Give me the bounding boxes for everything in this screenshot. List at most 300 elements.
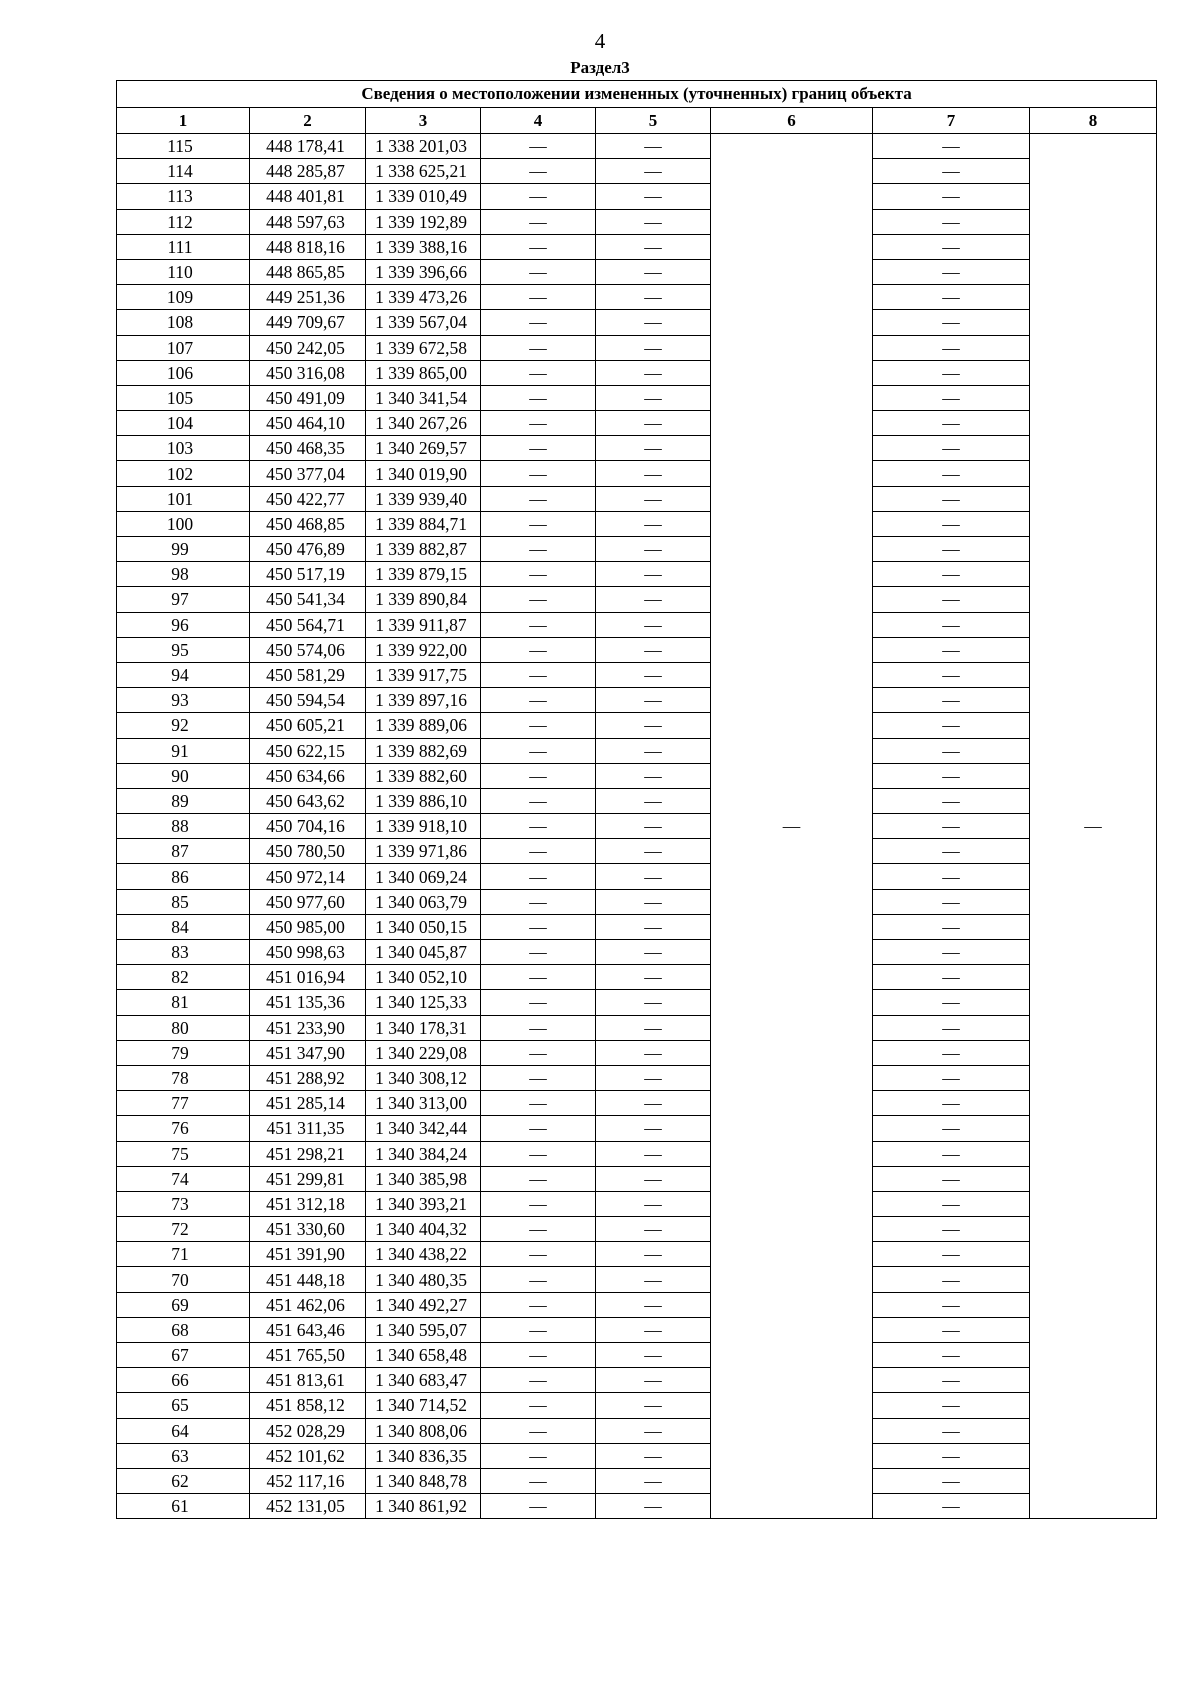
- column-5-cell: —: [596, 612, 711, 637]
- y-coordinate-cell: 1 340 267,26: [366, 411, 481, 436]
- table-row: [117, 1368, 1157, 1393]
- column-5-cell: —: [596, 486, 711, 511]
- column-7-cell: —: [873, 411, 1030, 436]
- column-7-cell: —: [873, 965, 1030, 990]
- column-7-cell: —: [873, 990, 1030, 1015]
- column-4-cell: —: [481, 763, 596, 788]
- x-coordinate-cell: 450 605,21: [250, 713, 366, 738]
- column-4-cell: —: [481, 688, 596, 713]
- y-coordinate-cell: 1 340 063,79: [366, 889, 481, 914]
- column-5-cell: —: [596, 814, 711, 839]
- table-row: [117, 1494, 1157, 1519]
- column-4-cell: —: [481, 1317, 596, 1342]
- column-7-cell: —: [873, 335, 1030, 360]
- point-number-cell: 108: [117, 310, 250, 335]
- table-row: [117, 990, 1157, 1015]
- y-coordinate-cell: 1 339 884,71: [366, 511, 481, 536]
- column-7-cell: —: [873, 1116, 1030, 1141]
- column-5-cell: —: [596, 662, 711, 687]
- column-5-cell: —: [596, 738, 711, 763]
- column-7-cell: —: [873, 889, 1030, 914]
- y-coordinate-cell: 1 339 897,16: [366, 688, 481, 713]
- column-4-cell: —: [481, 436, 596, 461]
- column-4-cell: —: [481, 713, 596, 738]
- y-coordinate-cell: 1 339 882,60: [366, 763, 481, 788]
- column-5-cell: —: [596, 914, 711, 939]
- table-row: [117, 360, 1157, 385]
- column-5-cell: —: [596, 1166, 711, 1191]
- point-number-cell: 69: [117, 1292, 250, 1317]
- x-coordinate-cell: 450 541,34: [250, 587, 366, 612]
- table-row: [117, 965, 1157, 990]
- column-5-cell: —: [596, 360, 711, 385]
- y-coordinate-cell: 1 339 192,89: [366, 209, 481, 234]
- y-coordinate-cell: 1 340 308,12: [366, 1065, 481, 1090]
- point-number-cell: 82: [117, 965, 250, 990]
- point-number-cell: 80: [117, 1015, 250, 1040]
- x-coordinate-cell: 448 178,41: [250, 134, 366, 159]
- column-5-cell: —: [596, 1393, 711, 1418]
- y-coordinate-cell: 1 339 865,00: [366, 360, 481, 385]
- y-coordinate-cell: 1 338 201,03: [366, 134, 481, 159]
- column-5-cell: —: [596, 788, 711, 813]
- column-4-cell: —: [481, 1292, 596, 1317]
- column-4-cell: —: [481, 1040, 596, 1065]
- y-coordinate-cell: 1 340 595,07: [366, 1317, 481, 1342]
- table-row: [117, 486, 1157, 511]
- y-coordinate-cell: 1 339 917,75: [366, 662, 481, 687]
- table-row: [117, 1091, 1157, 1116]
- column-7-cell: —: [873, 1091, 1030, 1116]
- column-7-cell: —: [873, 788, 1030, 813]
- point-number-cell: 85: [117, 889, 250, 914]
- x-coordinate-cell: 450 634,66: [250, 763, 366, 788]
- x-coordinate-cell: 450 468,85: [250, 511, 366, 536]
- column-7-cell: —: [873, 1191, 1030, 1216]
- point-number-cell: 68: [117, 1317, 250, 1342]
- y-coordinate-cell: 1 340 808,06: [366, 1418, 481, 1443]
- column-number: 5: [596, 108, 711, 134]
- column-7-cell: —: [873, 1166, 1030, 1191]
- x-coordinate-cell: 448 597,63: [250, 209, 366, 234]
- section-title: Раздел3: [570, 58, 630, 77]
- y-coordinate-cell: 1 340 385,98: [366, 1166, 481, 1191]
- column-7-cell: —: [873, 688, 1030, 713]
- x-coordinate-cell: 450 464,10: [250, 411, 366, 436]
- table-row: [117, 940, 1157, 965]
- point-number-cell: 109: [117, 285, 250, 310]
- y-coordinate-cell: 1 340 052,10: [366, 965, 481, 990]
- y-coordinate-cell: 1 340 269,57: [366, 436, 481, 461]
- column-7-cell: —: [873, 914, 1030, 939]
- table-row: [117, 134, 1157, 159]
- point-number-cell: 71: [117, 1242, 250, 1267]
- point-number-cell: 83: [117, 940, 250, 965]
- x-coordinate-cell: 448 285,87: [250, 159, 366, 184]
- point-number-cell: 95: [117, 637, 250, 662]
- column-7-cell: —: [873, 486, 1030, 511]
- x-coordinate-cell: 450 476,89: [250, 537, 366, 562]
- column-7-cell: —: [873, 814, 1030, 839]
- table-row: [117, 1468, 1157, 1493]
- y-coordinate-cell: 1 338 625,21: [366, 159, 481, 184]
- point-number-cell: 67: [117, 1343, 250, 1368]
- table-row: [117, 1191, 1157, 1216]
- column-5-cell: —: [596, 1418, 711, 1443]
- y-coordinate-cell: 1 340 848,78: [366, 1468, 481, 1493]
- column-4-cell: —: [481, 889, 596, 914]
- column-5-cell: —: [596, 763, 711, 788]
- point-number-cell: 61: [117, 1494, 250, 1519]
- table-row: [117, 1443, 1157, 1468]
- column-4-cell: —: [481, 1267, 596, 1292]
- column-4-cell: —: [481, 1065, 596, 1090]
- column-4-cell: —: [481, 1368, 596, 1393]
- y-coordinate-cell: 1 340 861,92: [366, 1494, 481, 1519]
- column-5-cell: —: [596, 335, 711, 360]
- table-row: [117, 587, 1157, 612]
- column-number: 6: [711, 108, 873, 134]
- column-4-cell: —: [481, 990, 596, 1015]
- column-5-cell: —: [596, 637, 711, 662]
- column-4-cell: —: [481, 1141, 596, 1166]
- table-row: [117, 864, 1157, 889]
- point-number-cell: 96: [117, 612, 250, 637]
- x-coordinate-cell: 450 594,54: [250, 688, 366, 713]
- table-row: [117, 259, 1157, 284]
- point-number-cell: 114: [117, 159, 250, 184]
- column-7-cell: —: [873, 1040, 1030, 1065]
- column-5-cell: —: [596, 436, 711, 461]
- point-number-cell: 73: [117, 1191, 250, 1216]
- y-coordinate-cell: 1 339 918,10: [366, 814, 481, 839]
- column-number: 2: [250, 108, 366, 134]
- column-4-cell: —: [481, 965, 596, 990]
- column-7-cell: —: [873, 738, 1030, 763]
- column-5-cell: —: [596, 713, 711, 738]
- point-number-cell: 89: [117, 788, 250, 813]
- column-7-cell: —: [873, 1443, 1030, 1468]
- table-row: [117, 537, 1157, 562]
- column-7-cell: —: [873, 360, 1030, 385]
- column-7-cell: —: [873, 839, 1030, 864]
- table-row: [117, 436, 1157, 461]
- column-4-cell: —: [481, 209, 596, 234]
- column-4-cell: —: [481, 511, 596, 536]
- x-coordinate-cell: 451 288,92: [250, 1065, 366, 1090]
- y-coordinate-cell: 1 340 313,00: [366, 1091, 481, 1116]
- table-row: [117, 562, 1157, 587]
- y-coordinate-cell: 1 340 658,48: [366, 1343, 481, 1368]
- point-number-cell: 65: [117, 1393, 250, 1418]
- column-7-cell: —: [873, 1141, 1030, 1166]
- point-number-cell: 77: [117, 1091, 250, 1116]
- column-4-cell: —: [481, 587, 596, 612]
- table-row: [117, 1166, 1157, 1191]
- point-number-cell: 91: [117, 738, 250, 763]
- column-7-cell: —: [873, 209, 1030, 234]
- table-row: [117, 411, 1157, 436]
- y-coordinate-cell: 1 340 492,27: [366, 1292, 481, 1317]
- x-coordinate-cell: 450 468,35: [250, 436, 366, 461]
- point-number-cell: 100: [117, 511, 250, 536]
- column-5-cell: —: [596, 889, 711, 914]
- point-number-cell: 88: [117, 814, 250, 839]
- column-5-cell: —: [596, 864, 711, 889]
- y-coordinate-cell: 1 339 882,87: [366, 537, 481, 562]
- x-coordinate-cell: 450 491,09: [250, 385, 366, 410]
- column-7-cell: —: [873, 159, 1030, 184]
- column-4-cell: —: [481, 1116, 596, 1141]
- x-coordinate-cell: 450 377,04: [250, 461, 366, 486]
- table-row: [117, 209, 1157, 234]
- column-4-cell: —: [481, 310, 596, 335]
- column-7-cell: —: [873, 612, 1030, 637]
- column-4-cell: —: [481, 537, 596, 562]
- column-5-cell: —: [596, 990, 711, 1015]
- x-coordinate-cell: 451 347,90: [250, 1040, 366, 1065]
- table-row: [117, 788, 1157, 813]
- y-coordinate-cell: 1 339 396,66: [366, 259, 481, 284]
- y-coordinate-cell: 1 339 473,26: [366, 285, 481, 310]
- column-4-cell: —: [481, 914, 596, 939]
- column-7-cell: —: [873, 234, 1030, 259]
- column-number: 7: [873, 108, 1030, 134]
- point-number-cell: 102: [117, 461, 250, 486]
- column-5-cell: —: [596, 562, 711, 587]
- column-5-cell: —: [596, 159, 711, 184]
- y-coordinate-cell: 1 339 911,87: [366, 612, 481, 637]
- x-coordinate-cell: 450 316,08: [250, 360, 366, 385]
- table-row: [117, 1393, 1157, 1418]
- x-coordinate-cell: 451 298,21: [250, 1141, 366, 1166]
- column-7-cell: —: [873, 763, 1030, 788]
- y-coordinate-cell: 1 340 178,31: [366, 1015, 481, 1040]
- table-row: [117, 763, 1157, 788]
- point-number-cell: 90: [117, 763, 250, 788]
- table-row: [117, 1242, 1157, 1267]
- table-row: [117, 461, 1157, 486]
- column-7-cell: —: [873, 1065, 1030, 1090]
- column-5-cell: —: [596, 1191, 711, 1216]
- column-7-cell: —: [873, 1343, 1030, 1368]
- point-number-cell: 64: [117, 1418, 250, 1443]
- y-coordinate-cell: 1 339 890,84: [366, 587, 481, 612]
- column-4-cell: —: [481, 562, 596, 587]
- column-4-cell: —: [481, 486, 596, 511]
- y-coordinate-cell: 1 339 882,69: [366, 738, 481, 763]
- x-coordinate-cell: 450 581,29: [250, 662, 366, 687]
- column-7-cell: —: [873, 1292, 1030, 1317]
- column-4-cell: —: [481, 335, 596, 360]
- column-4-cell: —: [481, 385, 596, 410]
- column-7-cell: —: [873, 285, 1030, 310]
- x-coordinate-cell: 451 285,14: [250, 1091, 366, 1116]
- table-row: [117, 1040, 1157, 1065]
- column-7-cell: —: [873, 1267, 1030, 1292]
- column-7-cell: —: [873, 1368, 1030, 1393]
- column-4-cell: —: [481, 612, 596, 637]
- x-coordinate-cell: 450 622,15: [250, 738, 366, 763]
- column-5-cell: —: [596, 1091, 711, 1116]
- column-4-cell: —: [481, 259, 596, 284]
- column-number: 4: [481, 108, 596, 134]
- x-coordinate-cell: 451 765,50: [250, 1343, 366, 1368]
- point-number-cell: 72: [117, 1217, 250, 1242]
- column-4-cell: —: [481, 1015, 596, 1040]
- table-row: [117, 1065, 1157, 1090]
- column-5-cell: —: [596, 1015, 711, 1040]
- table-row: [117, 184, 1157, 209]
- column-4-cell: —: [481, 1494, 596, 1519]
- x-coordinate-cell: 451 391,90: [250, 1242, 366, 1267]
- column-7-cell: —: [873, 1015, 1030, 1040]
- x-coordinate-cell: 451 462,06: [250, 1292, 366, 1317]
- y-coordinate-cell: 1 340 045,87: [366, 940, 481, 965]
- point-number-cell: 79: [117, 1040, 250, 1065]
- point-number-cell: 113: [117, 184, 250, 209]
- column-4-cell: —: [481, 234, 596, 259]
- point-number-cell: 106: [117, 360, 250, 385]
- x-coordinate-cell: 451 330,60: [250, 1217, 366, 1242]
- column-4-cell: —: [481, 184, 596, 209]
- column-7-cell: —: [873, 461, 1030, 486]
- x-coordinate-cell: 452 131,05: [250, 1494, 366, 1519]
- column-4-cell: —: [481, 814, 596, 839]
- point-number-cell: 99: [117, 537, 250, 562]
- column-5-cell: —: [596, 1065, 711, 1090]
- table-row: [117, 1116, 1157, 1141]
- point-number-cell: 92: [117, 713, 250, 738]
- table-row: [117, 738, 1157, 763]
- column-5-cell: —: [596, 209, 711, 234]
- column-number: 8: [1030, 108, 1157, 134]
- column-number: 1: [117, 108, 250, 134]
- table-row: [117, 285, 1157, 310]
- table-row: [117, 1317, 1157, 1342]
- column-7-cell: —: [873, 310, 1030, 335]
- column-5-cell: —: [596, 688, 711, 713]
- y-coordinate-cell: 1 340 050,15: [366, 914, 481, 939]
- y-coordinate-cell: 1 339 922,00: [366, 637, 481, 662]
- column-4-cell: —: [481, 1166, 596, 1191]
- x-coordinate-cell: 451 813,61: [250, 1368, 366, 1393]
- point-number-cell: 115: [117, 134, 250, 159]
- x-coordinate-cell: 450 972,14: [250, 864, 366, 889]
- column-7-cell: —: [873, 864, 1030, 889]
- point-number-cell: 66: [117, 1368, 250, 1393]
- column-5-cell: —: [596, 940, 711, 965]
- column-5-cell: —: [596, 310, 711, 335]
- column-4-cell: —: [481, 662, 596, 687]
- x-coordinate-cell: 450 704,16: [250, 814, 366, 839]
- column-5-cell: —: [596, 234, 711, 259]
- column-5-cell: —: [596, 1242, 711, 1267]
- column-5-cell: —: [596, 1494, 711, 1519]
- y-coordinate-cell: 1 340 714,52: [366, 1393, 481, 1418]
- table-row: [117, 310, 1157, 335]
- column-5-cell: —: [596, 965, 711, 990]
- column-4-cell: —: [481, 940, 596, 965]
- x-coordinate-cell: 451 858,12: [250, 1393, 366, 1418]
- point-number-cell: 86: [117, 864, 250, 889]
- table-row: [117, 1015, 1157, 1040]
- y-coordinate-cell: 1 339 010,49: [366, 184, 481, 209]
- y-coordinate-cell: 1 339 388,16: [366, 234, 481, 259]
- column-5-cell: —: [596, 1317, 711, 1342]
- point-number-cell: 87: [117, 839, 250, 864]
- column-4-cell: —: [481, 839, 596, 864]
- y-coordinate-cell: 1 339 889,06: [366, 713, 481, 738]
- y-coordinate-cell: 1 339 567,04: [366, 310, 481, 335]
- column-5-cell: —: [596, 461, 711, 486]
- point-number-cell: 98: [117, 562, 250, 587]
- column-4-cell: —: [481, 1443, 596, 1468]
- y-coordinate-cell: 1 340 393,21: [366, 1191, 481, 1216]
- column-7-cell: —: [873, 637, 1030, 662]
- point-number-cell: 75: [117, 1141, 250, 1166]
- x-coordinate-cell: 448 401,81: [250, 184, 366, 209]
- table-row: [117, 511, 1157, 536]
- column-7-cell: —: [873, 1217, 1030, 1242]
- y-coordinate-cell: 1 340 341,54: [366, 385, 481, 410]
- column-4-cell: —: [481, 1343, 596, 1368]
- point-number-cell: 105: [117, 385, 250, 410]
- column-4-cell: —: [481, 1468, 596, 1493]
- table-row: [117, 1267, 1157, 1292]
- x-coordinate-cell: 450 517,19: [250, 562, 366, 587]
- x-coordinate-cell: 450 985,00: [250, 914, 366, 939]
- point-number-cell: 63: [117, 1443, 250, 1468]
- table-row: [117, 914, 1157, 939]
- column-5-cell: —: [596, 1468, 711, 1493]
- table-row: [117, 1141, 1157, 1166]
- y-coordinate-cell: 1 339 971,86: [366, 839, 481, 864]
- column-8-merged-cell: —: [1030, 134, 1157, 1519]
- column-7-cell: —: [873, 385, 1030, 410]
- x-coordinate-cell: 451 311,35: [250, 1116, 366, 1141]
- x-coordinate-cell: 449 709,67: [250, 310, 366, 335]
- y-coordinate-cell: 1 340 229,08: [366, 1040, 481, 1065]
- column-7-cell: —: [873, 1242, 1030, 1267]
- column-5-cell: —: [596, 1368, 711, 1393]
- column-7-cell: —: [873, 436, 1030, 461]
- column-5-cell: —: [596, 285, 711, 310]
- column-5-cell: —: [596, 1267, 711, 1292]
- y-coordinate-cell: 1 339 939,40: [366, 486, 481, 511]
- column-4-cell: —: [481, 864, 596, 889]
- point-number-cell: 104: [117, 411, 250, 436]
- column-7-cell: —: [873, 537, 1030, 562]
- point-number-cell: 110: [117, 259, 250, 284]
- column-7-cell: —: [873, 1393, 1030, 1418]
- column-4-cell: —: [481, 1217, 596, 1242]
- column-5-cell: —: [596, 839, 711, 864]
- point-number-cell: 94: [117, 662, 250, 687]
- column-5-cell: —: [596, 587, 711, 612]
- column-7-cell: —: [873, 1468, 1030, 1493]
- table-row: [117, 713, 1157, 738]
- column-5-cell: —: [596, 385, 711, 410]
- column-4-cell: —: [481, 159, 596, 184]
- column-7-cell: —: [873, 713, 1030, 738]
- x-coordinate-cell: 451 312,18: [250, 1191, 366, 1216]
- column-6-merged-cell: —: [711, 134, 873, 1519]
- column-5-cell: —: [596, 1443, 711, 1468]
- y-coordinate-cell: 1 340 404,32: [366, 1217, 481, 1242]
- column-4-cell: —: [481, 134, 596, 159]
- point-number-cell: 112: [117, 209, 250, 234]
